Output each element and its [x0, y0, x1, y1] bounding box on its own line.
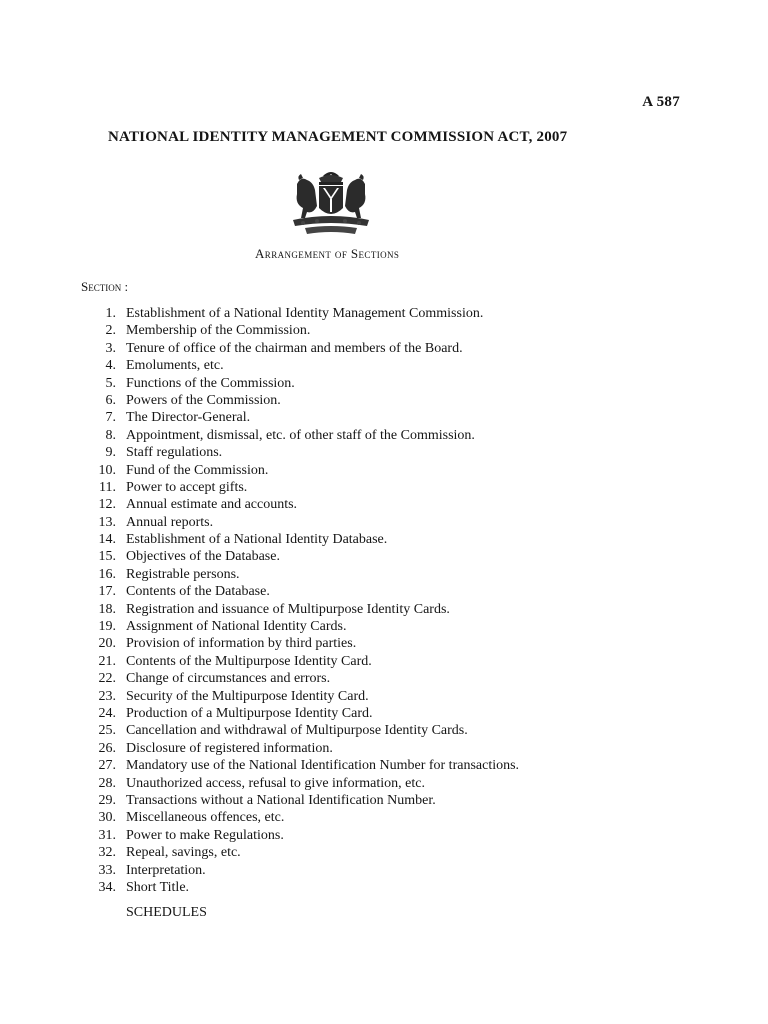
list-item [80, 375, 295, 392]
list-item [80, 357, 224, 374]
list-item [80, 427, 475, 444]
list-item [80, 862, 206, 879]
list-item [80, 462, 269, 479]
section-number: 10. [98, 462, 116, 478]
section-title: Short Title. [126, 879, 190, 895]
list-item [80, 688, 369, 705]
section-number: 30. [98, 810, 116, 826]
section-title: Unauthorized access, refusal to give information, etc. [126, 775, 425, 791]
section-title: Contents of the Database. [126, 584, 270, 600]
section-number: 34. [98, 879, 116, 895]
section-number: 12. [98, 497, 116, 513]
section-number: 9. [105, 445, 116, 461]
section-number: 20. [98, 636, 116, 652]
section-title: Contents of the Multipurpose Identity Card. [126, 653, 372, 669]
list-item [80, 827, 284, 844]
section-number: 26. [98, 740, 116, 756]
section-title: Power to make Regulations. [126, 827, 284, 843]
list-item [80, 653, 372, 670]
section-title: Establishment of a National Identity Database. [126, 532, 388, 548]
page-title: NATIONAL IDENTITY MANAGEMENT COMMISSION ACT, 2007 [108, 129, 568, 145]
section-number: 16. [98, 566, 116, 582]
section-title: Annual reports. [126, 514, 214, 530]
section-title: Tenure of office of the chairman and members of the Board. [126, 340, 463, 356]
sections-list [80, 305, 520, 896]
list-item [80, 340, 463, 357]
section-title: Disclosure of registered information. [126, 740, 333, 756]
section-number: 22. [98, 671, 116, 687]
list-item [80, 548, 280, 565]
section-title: Membership of the Commission. [126, 323, 311, 339]
section-title: The Director-General. [126, 410, 251, 426]
section-title: Production of a Multipurpose Identity Card. [126, 705, 373, 721]
section-title: Transactions without a National Identification Number. [126, 792, 436, 808]
coat-of-arms-icon [283, 166, 379, 238]
section-number: 14. [98, 532, 116, 548]
section-number: 29. [98, 792, 116, 808]
section-title: Powers of the Commission. [126, 392, 281, 408]
arrangement-heading: Arrangement of Sections [255, 246, 400, 261]
section-title: Security of the Multipurpose Identity Card. [126, 688, 369, 704]
section-title: Interpretation. [126, 862, 206, 878]
list-item [80, 444, 223, 461]
section-title: Power to accept gifts. [126, 479, 248, 495]
section-title: Appointment, dismissal, etc. of other staff of the Commission. [126, 427, 475, 443]
section-title: Registrable persons. [126, 566, 240, 582]
list-item [80, 618, 347, 635]
list-item [80, 392, 281, 409]
section-number: 19. [98, 619, 116, 635]
list-item [80, 792, 436, 809]
section-title: Cancellation and withdrawal of Multipurpose Identity Cards. [126, 723, 468, 739]
list-item [80, 305, 484, 322]
section-title: Miscellaneous offences, etc. [126, 810, 285, 826]
list-item [80, 844, 241, 861]
page-number: A 587 [642, 94, 680, 110]
section-label: Section : [81, 279, 129, 294]
section-title: Annual estimate and accounts. [126, 497, 298, 513]
list-item [80, 740, 333, 757]
section-title: Functions of the Commission. [126, 375, 295, 391]
section-number: 31. [98, 827, 116, 843]
list-item [80, 670, 331, 687]
section-number: 3. [105, 340, 116, 356]
section-title: Establishment of a National Identity Management Commission. [126, 306, 484, 321]
section-number: 28. [98, 775, 116, 791]
list-item [80, 531, 388, 548]
list-item [80, 409, 251, 426]
list-item [80, 566, 240, 583]
section-title: Mandatory use of the National Identification Number for transactions. [126, 758, 520, 774]
list-item [80, 514, 214, 531]
section-title: Change of circumstances and errors. [126, 671, 331, 687]
section-number: 11. [99, 479, 116, 495]
section-number: 7. [105, 410, 116, 426]
list-item [80, 496, 298, 513]
section-number: 32. [98, 845, 116, 861]
section-title: Provision of information by third parties. [126, 636, 357, 652]
list-item [80, 479, 248, 496]
list-item [80, 322, 311, 339]
section-title: Fund of the Commission. [126, 462, 269, 478]
section-number: 23. [98, 688, 116, 704]
section-title: Emoluments, etc. [126, 358, 224, 374]
section-number: 1. [105, 306, 116, 321]
section-title: Registration and issuance of Multipurpose Identity Cards. [126, 601, 450, 617]
section-number: 18. [98, 601, 116, 617]
section-number: 5. [105, 375, 116, 391]
list-item [80, 601, 450, 618]
section-title: Assignment of National Identity Cards. [126, 619, 347, 635]
section-number: 27. [98, 758, 116, 774]
section-number: 15. [98, 549, 116, 565]
schedules-label: SCHEDULES [126, 905, 207, 920]
section-number: 13. [98, 514, 116, 530]
list-item [80, 757, 520, 774]
section-number: 24. [98, 705, 116, 721]
section-number: 33. [98, 862, 116, 878]
list-item [80, 809, 285, 826]
section-number: 4. [105, 358, 116, 374]
section-title: Repeal, savings, etc. [126, 845, 241, 861]
list-item [80, 705, 373, 722]
section-number: 25. [98, 723, 116, 739]
section-title: Objectives of the Database. [126, 549, 280, 565]
list-item [80, 879, 190, 896]
list-item [80, 635, 357, 652]
section-number: 2. [105, 323, 116, 339]
list-item [80, 583, 270, 600]
list-item [80, 775, 425, 792]
section-number: 6. [105, 392, 116, 408]
section-number: 17. [98, 584, 116, 600]
section-number: 21. [98, 653, 116, 669]
list-item [80, 722, 468, 739]
section-title: Staff regulations. [126, 445, 223, 461]
section-number: 8. [105, 427, 116, 443]
